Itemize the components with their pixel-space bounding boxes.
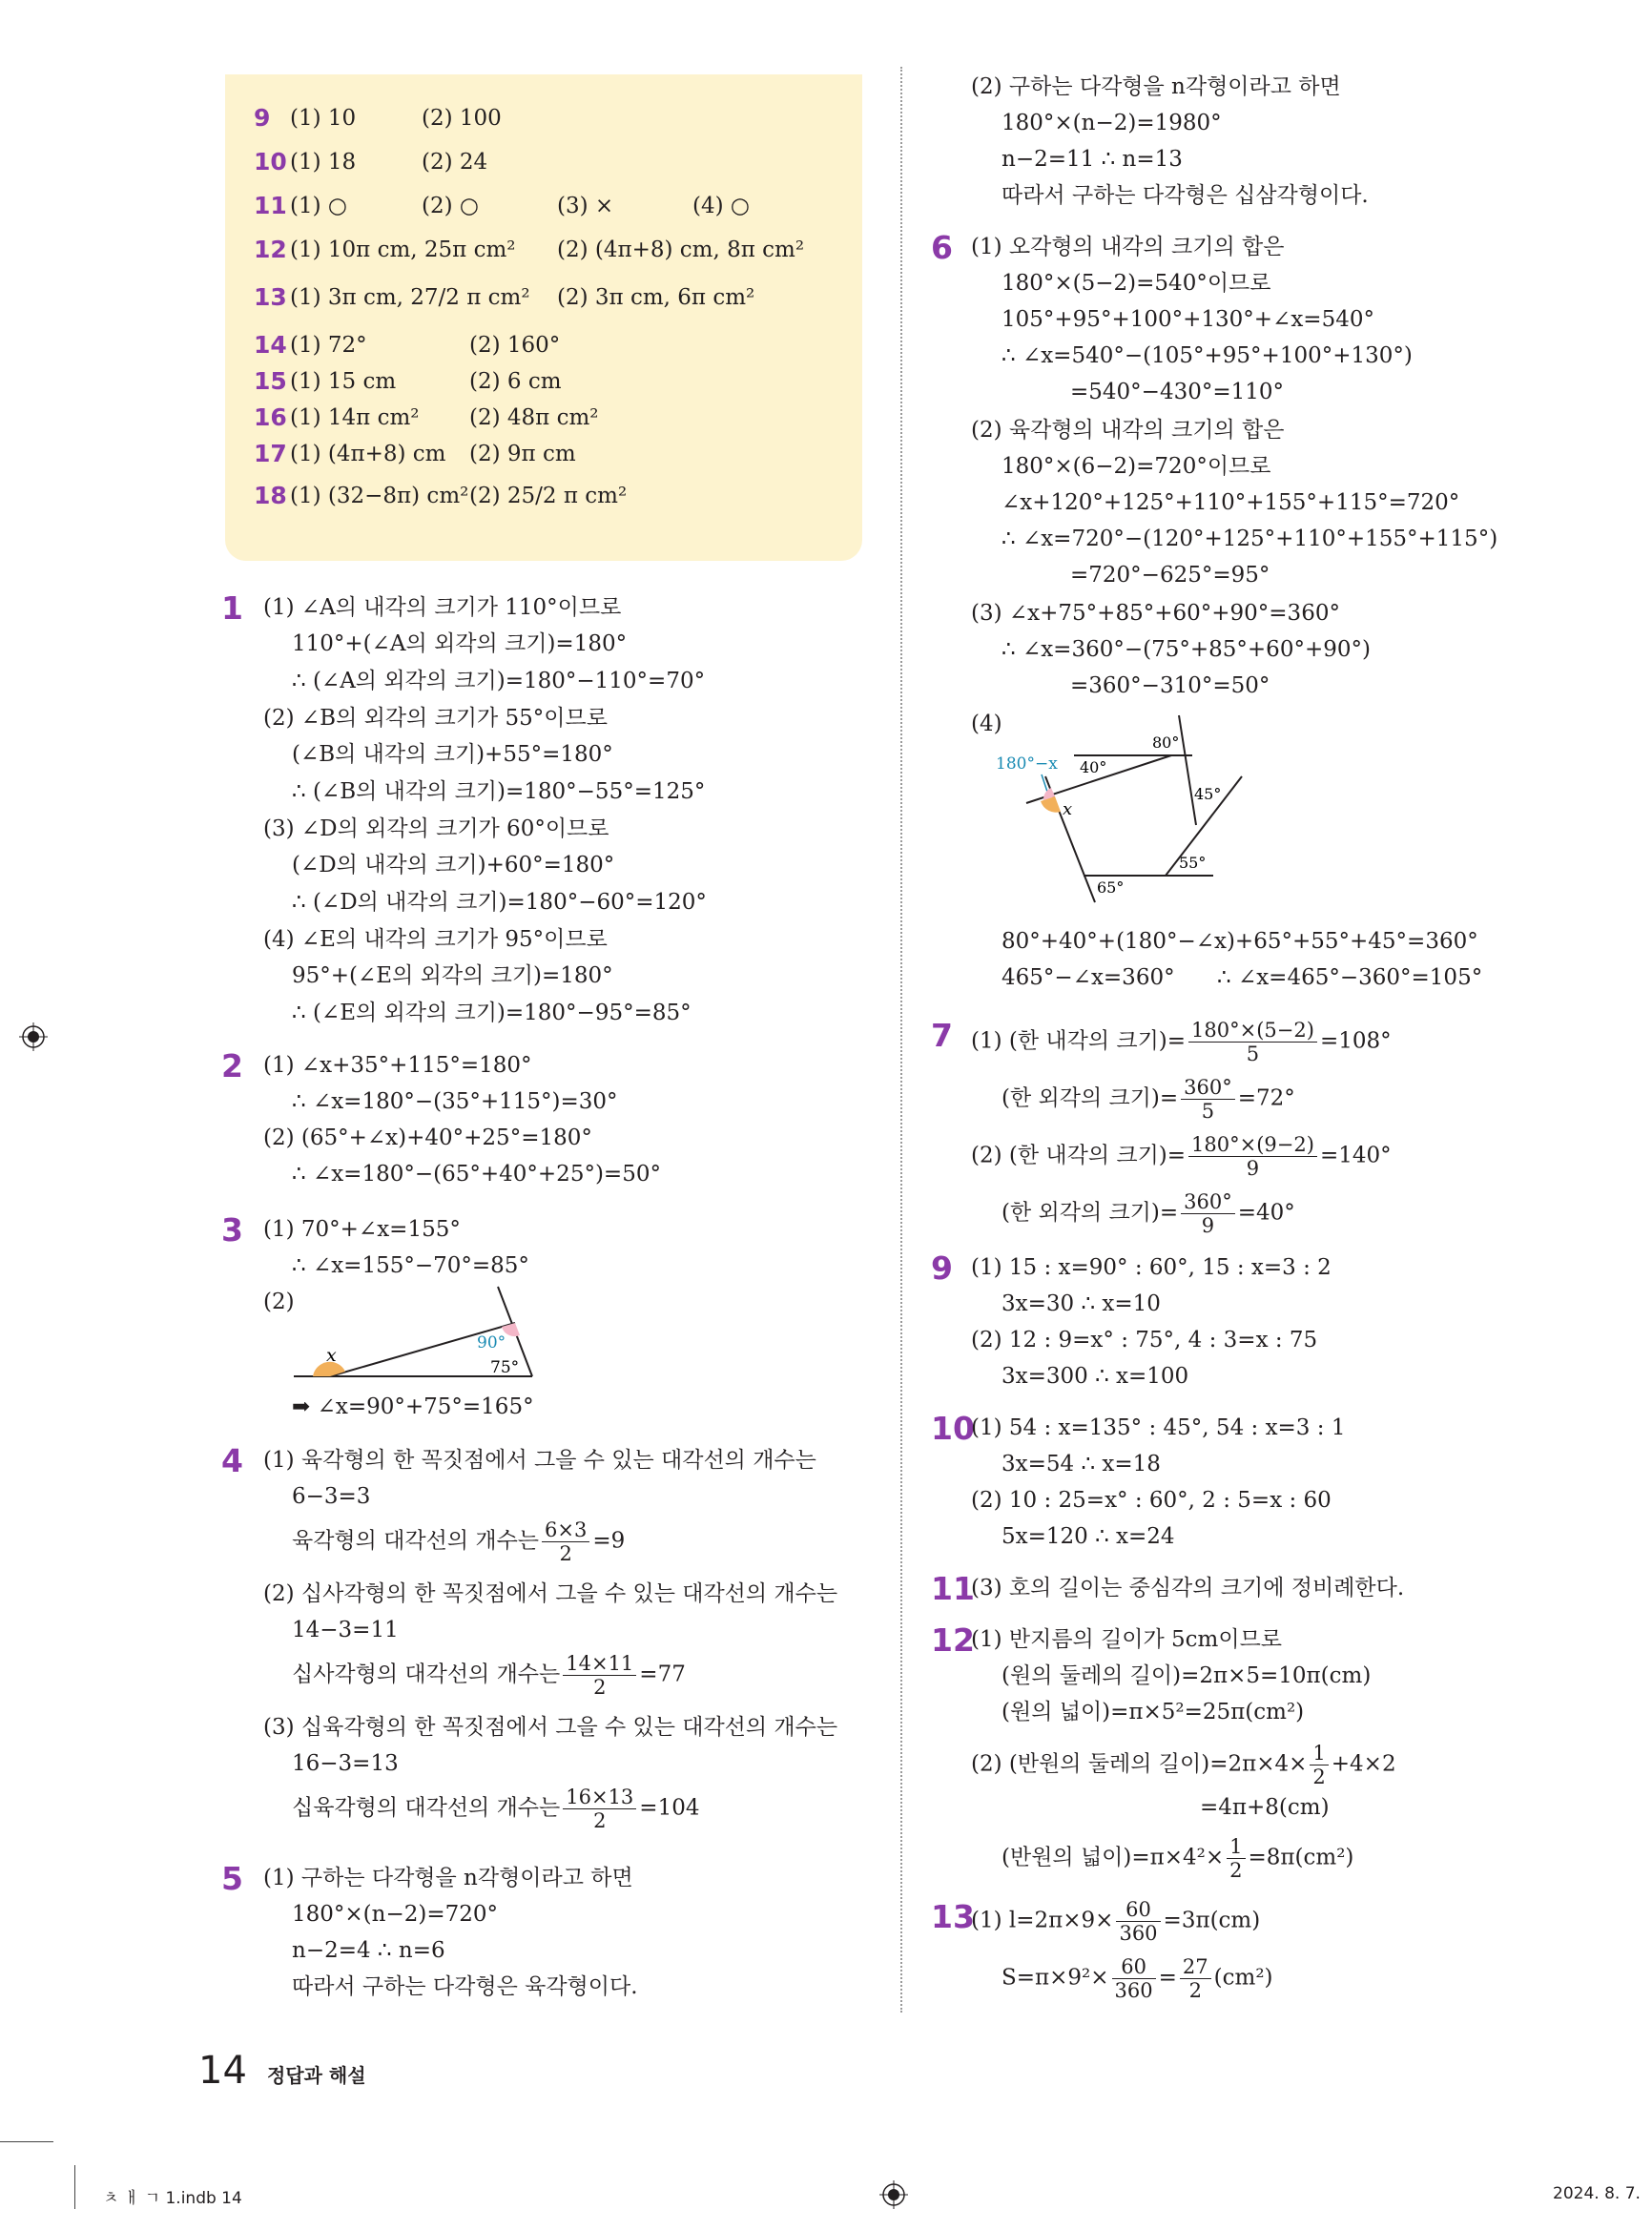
text-line: 180°×(n−2)=720° xyxy=(292,1902,499,1927)
text-line: 110°+(∠A의 외각의 크기)=180° xyxy=(292,631,628,656)
fig-angle-40: 40° xyxy=(1080,758,1107,776)
answer-number: 17 xyxy=(254,440,287,467)
crop-mark xyxy=(0,2141,53,2142)
fig-angle-90: 90° xyxy=(477,1333,506,1352)
fig-angle-45: 45° xyxy=(1194,785,1222,803)
text-line: =4π+8(cm) xyxy=(1200,1795,1330,1820)
answer-value: (1) 15 cm xyxy=(290,369,397,394)
answer-value: (2) 48π cm² xyxy=(469,405,599,430)
problem-number: 5 xyxy=(221,1860,243,1897)
answer-value: (4) ○ xyxy=(692,194,750,218)
text-line: (2) 12 : 9=x° : 75°, 4 : 3=x : 75 xyxy=(971,1328,1318,1352)
fig-x-label: x xyxy=(1063,799,1073,819)
text-line: n−2=11 ∴ n=13 xyxy=(1002,147,1183,172)
fig-angle-75: 75° xyxy=(490,1358,520,1377)
text-line: 3x=54 ∴ x=18 xyxy=(1002,1452,1161,1476)
fraction-line: (1) (한 내각의 크기)= $\frac{180^\circ\times(5-2)}{5}$ =108° xyxy=(971,1019,1392,1065)
answer-value: (2) 24 xyxy=(422,150,488,175)
text-line: ∠x+120°+125°+110°+155°+115°=720° xyxy=(1002,490,1460,515)
text-line: (3) ∠D의 외각의 크기가 60°이므로 xyxy=(263,816,609,841)
answer-value: (1) 10π cm, 25π cm² xyxy=(290,237,516,262)
problem-number: 1 xyxy=(221,589,243,627)
fraction-line: (한 외각의 크기)= $\frac{360^\circ}{5}$ =72° xyxy=(1002,1076,1295,1123)
answer-row xyxy=(225,477,862,515)
text-line: (1) 54 : x=135° : 45°, 54 : x=3 : 1 xyxy=(971,1415,1346,1440)
text-line: (원의 넓이)=π×5²=25π(cm²) xyxy=(1002,1700,1305,1724)
print-date: 2024. 8. 7. xyxy=(1553,2184,1641,2203)
answer-row xyxy=(225,435,862,473)
answer-value: (2) 3π cm, 6π cm² xyxy=(557,285,755,310)
answer-value: (3) × xyxy=(557,194,614,218)
answer-row xyxy=(225,99,862,137)
text-line: =720°−625°=95° xyxy=(1070,563,1270,588)
text-line: ∴ (∠A의 외각의 크기)=180°−110°=70° xyxy=(292,669,706,693)
text-line: 3x=300 ∴ x=100 xyxy=(1002,1364,1189,1389)
answer-value: (1) 18 xyxy=(290,150,357,175)
answer-value: (2) (4π+8) cm, 8π cm² xyxy=(557,237,805,262)
text-line: 14−3=11 xyxy=(292,1618,399,1642)
answer-row xyxy=(225,399,862,437)
fig-x-label: x xyxy=(326,1345,337,1366)
registration-mark-icon xyxy=(19,1022,48,1051)
text-line: (1) 70°+∠x=155° xyxy=(263,1217,461,1242)
text-line: =360°−310°=50° xyxy=(1070,673,1270,698)
answer-value: (1) (32−8π) cm² xyxy=(290,484,469,508)
text-line: ∴ ∠x=180°−(35°+115°)=30° xyxy=(292,1089,618,1114)
text-line: (1) 구하는 다각형을 n각형이라고 하면 xyxy=(263,1866,633,1890)
answer-number: 14 xyxy=(254,331,287,359)
text-line: (1) 육각형의 한 꼭짓점에서 그을 수 있는 대각선의 개수는 xyxy=(263,1448,816,1473)
fraction-line: (2) (반원의 둘레의 길이)=2π×4× $\frac{1}{2}$ +4×2 xyxy=(971,1742,1396,1788)
text-line: (2) 구하는 다각형을 n각형이라고 하면 xyxy=(971,74,1341,99)
fraction-line: 십육각형의 대각선의 개수는 $\frac{16\times 13}{2}$ =104 xyxy=(292,1786,700,1832)
text-line: ∴ (∠B의 내각의 크기)=180°−55°=125° xyxy=(292,779,706,804)
answer-value: (1) 72° xyxy=(290,333,367,358)
text-line: (원의 둘레의 길이)=2π×5=10π(cm) xyxy=(1002,1663,1372,1688)
answer-value: (1) 10 xyxy=(290,106,357,131)
answer-value: (2) 9π cm xyxy=(469,442,576,466)
answer-row xyxy=(225,362,862,401)
answer-row xyxy=(225,279,862,317)
text-line: 465°−∠x=360° xyxy=(1002,965,1175,990)
registration-mark-icon xyxy=(879,2180,908,2209)
column-divider xyxy=(900,67,902,2013)
text-line: 16−3=13 xyxy=(292,1751,399,1776)
text-line: (∠D의 내각의 크기)+60°=180° xyxy=(292,853,615,878)
text-line: ∴ ∠x=540°−(105°+95°+100°+130°) xyxy=(1002,343,1413,368)
page-number: 14 xyxy=(198,2049,247,2093)
text-line: (3) ∠x+75°+85°+60°+90°=360° xyxy=(971,601,1340,626)
problem-number: 11 xyxy=(931,1570,975,1607)
fig-angle-55: 55° xyxy=(1179,854,1207,872)
text-line: ∴ ∠x=360°−(75°+85°+60°+90°) xyxy=(1002,637,1371,662)
text-line: ∴ ∠x=465°−360°=105° xyxy=(1217,965,1483,990)
text-line: 105°+95°+100°+130°+∠x=540° xyxy=(1002,307,1374,332)
text-line: (4) xyxy=(971,712,1002,736)
fig-ext-label: 180°−x xyxy=(996,754,1058,774)
text-line: (2) 십사각형의 한 꼭짓점에서 그을 수 있는 대각선의 개수는 xyxy=(263,1581,838,1606)
fraction-line: (1) l=2π×9× $\frac{60}{360}$ =3π(cm) xyxy=(971,1898,1261,1945)
text-line: 5x=120 ∴ x=24 xyxy=(1002,1524,1175,1549)
answer-value: (2) 6 cm xyxy=(469,369,562,394)
text-line: (1) 반지름의 길이가 5cm이므로 xyxy=(971,1627,1283,1652)
answer-value: (1) 14π cm² xyxy=(290,405,420,430)
answer-value: (2) 100 xyxy=(422,106,502,131)
answer-value: (1) (4π+8) cm xyxy=(290,442,446,466)
fraction-line: (반원의 넓이)=π×4²× $\frac{1}{2}$ =8π(cm²) xyxy=(1002,1835,1354,1882)
text-line: 180°×(5−2)=540°이므로 xyxy=(1002,271,1271,296)
text-line: 80°+40°+(180°−∠x)+65°+55°+45°=360° xyxy=(1002,929,1478,954)
answer-row xyxy=(225,143,862,181)
problem-number: 10 xyxy=(931,1410,975,1447)
answer-number: 15 xyxy=(254,367,287,395)
answer-number: 10 xyxy=(254,148,287,176)
text-line: (2) xyxy=(263,1290,295,1314)
hexagon-exterior-angle-figure xyxy=(992,706,1278,925)
problem-number: 3 xyxy=(221,1211,243,1249)
text-line: 95°+(∠E의 외각의 크기)=180° xyxy=(292,963,613,988)
text-line: ∴ (∠D의 내각의 크기)=180°−60°=120° xyxy=(292,890,707,915)
text-line: (1) ∠x+35°+115°=180° xyxy=(263,1053,532,1078)
problem-number: 6 xyxy=(931,229,953,266)
text-line: =540°−430°=110° xyxy=(1070,380,1285,404)
text-line: 3x=30 ∴ x=10 xyxy=(1002,1291,1161,1316)
answer-number: 11 xyxy=(254,192,287,219)
fig-angle-80: 80° xyxy=(1152,733,1180,752)
answer-value: (1) 3π cm, 27/2 π cm² xyxy=(290,285,530,310)
text-line: 따라서 구하는 다각형은 육각형이다. xyxy=(292,1974,638,1999)
text-line: ∴ (∠E의 외각의 크기)=180°−95°=85° xyxy=(292,1001,692,1025)
answer-value: (2) 25/2 π cm² xyxy=(469,484,628,508)
answer-row xyxy=(225,187,862,225)
answer-value: (2) ○ xyxy=(422,194,479,218)
answer-row xyxy=(225,326,862,364)
fraction-line: 육각형의 대각선의 개수는 $\frac{6\times 3}{2}$ =9 xyxy=(292,1518,626,1565)
answer-value: (1) ○ xyxy=(290,194,347,218)
problem-number: 12 xyxy=(931,1621,975,1659)
problem-number: 13 xyxy=(931,1898,975,1935)
text-line: 6−3=3 xyxy=(292,1484,371,1509)
text-line: (2) ∠B의 외각의 크기가 55°이므로 xyxy=(263,706,608,731)
text-line: ∴ ∠x=180°−(65°+40°+25°)=50° xyxy=(292,1162,661,1187)
text-line: ∴ ∠x=155°−70°=85° xyxy=(292,1253,529,1278)
answer-rows xyxy=(225,74,862,561)
problem-number: 4 xyxy=(221,1442,243,1479)
answer-number: 18 xyxy=(254,482,287,509)
fig-angle-65: 65° xyxy=(1097,878,1125,897)
triangle-exterior-angle-figure xyxy=(286,1283,544,1388)
text-line: 180°×(n−2)=1980° xyxy=(1002,111,1222,135)
problem-number: 7 xyxy=(931,1017,953,1054)
print-file-info: ㅊ ㅐ ㄱ 1.indb 14 xyxy=(103,2189,242,2208)
fraction-line: S=π×9²× $\frac{60}{360}$ = $\frac{27}{2}$ (cm²) xyxy=(1002,1955,1273,2002)
text-line: n−2=4 ∴ n=6 xyxy=(292,1938,445,1963)
problem-number: 2 xyxy=(221,1047,243,1084)
text-line: (1) 오각형의 내각의 크기의 합은 xyxy=(971,235,1285,259)
answer-number: 12 xyxy=(254,236,287,263)
text-line: (2) 육각형의 내각의 크기의 합은 xyxy=(971,418,1285,443)
text-line: (3) 호의 길이는 중심각의 크기에 정비례한다. xyxy=(971,1576,1405,1600)
text-line: 따라서 구하는 다각형은 십삼각형이다. xyxy=(1002,183,1369,208)
text-line: (∠B의 내각의 크기)+55°=180° xyxy=(292,742,613,767)
text-line: (3) 십육각형의 한 꼭짓점에서 그을 수 있는 대각선의 개수는 xyxy=(263,1715,838,1740)
text-line: (1) 15 : x=90° : 60°, 15 : x=3 : 2 xyxy=(971,1255,1332,1280)
answer-row xyxy=(225,231,862,269)
fraction-line: (2) (한 내각의 크기)= $\frac{180^\circ\times(9-2)}{9}$ =140° xyxy=(971,1133,1392,1180)
answer-number: 9 xyxy=(254,104,271,132)
text-line: (4) ∠E의 내각의 크기가 95°이므로 xyxy=(263,927,608,952)
text-line: ➡ ∠x=90°+75°=165° xyxy=(292,1394,534,1419)
answer-number: 16 xyxy=(254,403,287,431)
page-section-label: 정답과 해설 xyxy=(267,2064,366,2087)
problem-number: 9 xyxy=(931,1249,953,1287)
text-line: 180°×(6−2)=720°이므로 xyxy=(1002,454,1271,479)
text-line: (1) ∠A의 내각의 크기가 110°이므로 xyxy=(263,595,622,620)
text-line: (2) (65°+∠x)+40°+25°=180° xyxy=(263,1125,592,1150)
text-line: (2) 10 : 25=x° : 60°, 2 : 5=x : 60 xyxy=(971,1488,1332,1513)
answer-number: 13 xyxy=(254,283,287,311)
fraction-line: 십사각형의 대각선의 개수는 $\frac{14\times 11}{2}$ =77 xyxy=(292,1652,686,1699)
answer-value: (2) 160° xyxy=(469,333,561,358)
text-line: ∴ ∠x=720°−(120°+125°+110°+155°+115°) xyxy=(1002,527,1498,551)
crop-mark xyxy=(74,2165,75,2209)
fraction-line: (한 외각의 크기)= $\frac{360^\circ}{9}$ =40° xyxy=(1002,1190,1295,1237)
